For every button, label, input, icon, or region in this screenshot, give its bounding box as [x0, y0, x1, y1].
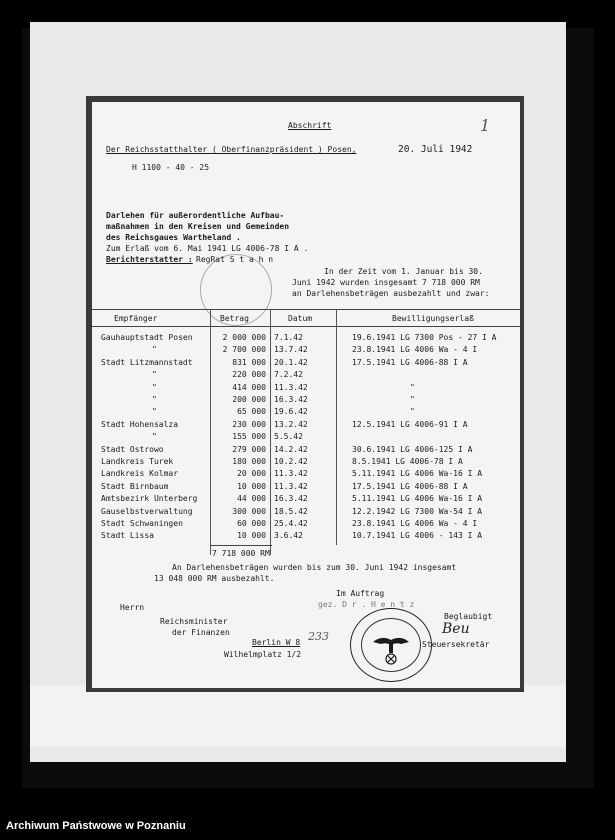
row-decree: 19.6.1941 LG 7300 Pos - 27 I A — [352, 333, 497, 342]
handwritten-number: 233 — [308, 630, 329, 643]
row-recipient: Stadt Ostrowo — [101, 444, 164, 454]
row-recipient: Gauhauptstadt Posen — [101, 333, 193, 342]
row-date: 19.6.42 — [274, 407, 308, 417]
subject-line-3: des Reichsgaues Wartheland . — [106, 233, 241, 242]
row-amount: 10 000 — [237, 481, 266, 491]
row-recipient: Landkreis Kolmar — [101, 469, 179, 479]
row-date: 11.3.42 — [274, 481, 308, 491]
folio-number: 1 — [480, 116, 491, 135]
certified-label: Beglaubigt — [444, 612, 493, 621]
row-decree: 17.5.1941 LG 4006-88 I A — [352, 481, 468, 491]
row-decree: 30.6.1941 LG 4006-125 I A — [352, 444, 473, 454]
row-recipient: Stadt Birnbaum — [101, 481, 169, 491]
row-amount: 200 000 — [232, 395, 266, 404]
row-amount: 2 000 000 — [222, 333, 266, 342]
handwritten-signature: Beu — [442, 621, 470, 637]
row-date: 11.3.42 — [274, 382, 308, 392]
archive-label: Archiwum Państwowe w Poznaniu — [6, 820, 186, 832]
subject-line-1: Darlehen für außerordentliche Aufbau- — [106, 211, 285, 220]
row-decree: 17.5.1941 LG 4006-88 I A — [352, 357, 468, 367]
subject-line-4: Zum Erlaß vom 6. Mai 1941 LG 4006-78 I A . — [106, 244, 309, 253]
row-recipient: Gauselbstverwaltung — [101, 506, 193, 516]
row-date: 13.2.42 — [274, 419, 308, 429]
row-decree: " — [410, 395, 415, 404]
row-recipient: " — [152, 370, 157, 380]
intro-line-2: Juni 1942 wurden insgesamt 7 718 000 RM — [292, 278, 480, 287]
row-decree: 8.5.1941 LG 4006-78 I A — [352, 457, 463, 466]
table-row — [92, 332, 520, 344]
row-recipient: Amtsbezirk Unterberg — [101, 494, 198, 504]
row-amount: 10 000 — [237, 531, 266, 541]
im-auftrag: Im Auftrag — [336, 589, 385, 598]
reporter-label: Berichterstatter : — [106, 255, 193, 264]
row-date: 11.3.42 — [274, 469, 308, 479]
table-row — [92, 456, 520, 468]
col-header-decree: Bewilligungserlaß — [392, 314, 474, 323]
official-seal — [350, 608, 432, 682]
row-amount: 300 000 — [232, 506, 266, 516]
row-amount: 220 000 — [232, 370, 266, 380]
row-amount: 279 000 — [232, 444, 266, 454]
table-row — [92, 493, 520, 505]
row-decree: 12.2.1942 LG 7300 Wa-54 I A — [352, 506, 483, 516]
row-recipient: " — [152, 395, 157, 404]
col-header-date: Datum — [288, 314, 313, 323]
recipient-line-3: der Finanzen — [172, 628, 230, 637]
row-recipient: " — [152, 382, 157, 392]
table-row — [92, 344, 520, 356]
row-amount: 44 000 — [237, 494, 266, 504]
row-date: 10.2.42 — [274, 457, 308, 466]
row-amount: 155 000 — [232, 432, 266, 442]
document-date: 20. Juli 1942 — [398, 144, 473, 155]
row-decree: 12.5.1941 LG 4006-91 I A — [352, 419, 468, 429]
clerk-title: Steuersekretär — [422, 640, 490, 649]
backing-sheet-lower — [30, 685, 566, 747]
table-total: 7 718 000 RM — [212, 549, 270, 558]
recipient-line-5: Wilhelmplatz 1/2 — [224, 650, 302, 659]
document-page — [92, 102, 520, 688]
table-row — [92, 481, 520, 493]
table-row — [92, 419, 520, 431]
row-date: 7.2.42 — [274, 370, 303, 380]
row-decree: 10.7.1941 LG 4006 - 143 I A — [352, 531, 483, 541]
reference-number: H 1100 - 40 - 25 — [132, 163, 210, 172]
row-decree: 5.11.1941 LG 4006 Wa-16 I A — [352, 469, 483, 479]
row-amount: 180 000 — [232, 457, 266, 466]
row-decree: 23.8.1941 LG 4006 Wa - 4 I — [352, 519, 478, 528]
row-amount: 65 000 — [237, 407, 266, 417]
row-amount: 230 000 — [232, 419, 266, 429]
closing-line-2: 13 048 000 RM ausbezahlt. — [154, 574, 275, 583]
table-row — [92, 406, 520, 418]
total-rule — [210, 545, 272, 546]
row-date: 16.3.42 — [274, 395, 308, 404]
row-date: 25.4.42 — [274, 519, 308, 528]
row-decree: " — [410, 382, 415, 392]
row-recipient: Stadt Lissa — [101, 531, 154, 541]
row-amount: 60 000 — [237, 519, 266, 528]
table-row — [92, 444, 520, 456]
closing-line-1: An Darlehensbeträgen wurden bis zum 30. Juni 1942 insgesamt — [172, 563, 457, 572]
row-recipient: Stadt Hohensalza — [101, 419, 179, 429]
row-date: 14.2.42 — [274, 444, 308, 454]
row-recipient: Landkreis Turek — [101, 457, 174, 466]
table-header-rule — [92, 326, 520, 327]
row-decree: " — [410, 407, 415, 417]
row-amount: 831 000 — [232, 357, 266, 367]
recipient-line-1: Herrn — [120, 603, 145, 612]
row-recipient: Stadt Litzmannstadt — [101, 357, 193, 367]
table-row — [92, 382, 520, 394]
row-date: 20.1.42 — [274, 357, 308, 367]
eagle-icon — [351, 609, 431, 681]
subject-line-2: maßnahmen in den Kreisen und Gemeinden — [106, 222, 290, 231]
table-row — [92, 506, 520, 518]
row-recipient: " — [152, 432, 157, 442]
table-row — [92, 357, 520, 369]
row-recipient: " — [152, 345, 157, 355]
intro-line-3: an Darlehensbeträgen ausbezahlt und zwar: — [292, 289, 490, 298]
row-decree: 5.11.1941 LG 4006 Wa-16 I A — [352, 494, 483, 504]
row-amount: 2 700 000 — [222, 345, 266, 355]
row-date: 18.5.42 — [274, 506, 308, 516]
row-decree: 23.8.1941 LG 4006 Wa - 4 I — [352, 345, 478, 355]
document-heading: Abschrift — [288, 121, 332, 130]
row-date: 5.5.42 — [274, 432, 303, 442]
row-amount: 20 000 — [237, 469, 266, 479]
row-recipient: Stadt Schwaningen — [101, 519, 183, 528]
table-row — [92, 518, 520, 530]
table-row — [92, 369, 520, 381]
sender-line: Der Reichsstatthalter ( Oberfinanzpräsident ) Posen, — [106, 145, 357, 154]
table-row — [92, 394, 520, 406]
row-recipient: " — [152, 407, 157, 417]
recipient-line-4: Berlin W 8 — [252, 638, 301, 647]
row-date: 7.1.42 — [274, 333, 303, 342]
table-top-rule — [92, 309, 520, 310]
recipient-line-2: Reichsminister — [160, 617, 228, 626]
table-row — [92, 530, 520, 542]
table-row — [92, 431, 520, 443]
row-date: 13.7.42 — [274, 345, 308, 355]
reporter-name: RegRat S t a h n — [196, 255, 274, 264]
signed-by: gez. D r . H e n t z — [318, 600, 415, 609]
row-date: 16.3.42 — [274, 494, 308, 504]
col-header-amount: Betrag — [220, 314, 249, 323]
intro-line-1: In der Zeit vom 1. Januar bis 30. — [324, 267, 483, 276]
table-row — [92, 468, 520, 480]
row-amount: 414 000 — [232, 382, 266, 392]
col-header-recipient: Empfänger — [114, 314, 158, 323]
row-date: 3.6.42 — [274, 531, 303, 541]
